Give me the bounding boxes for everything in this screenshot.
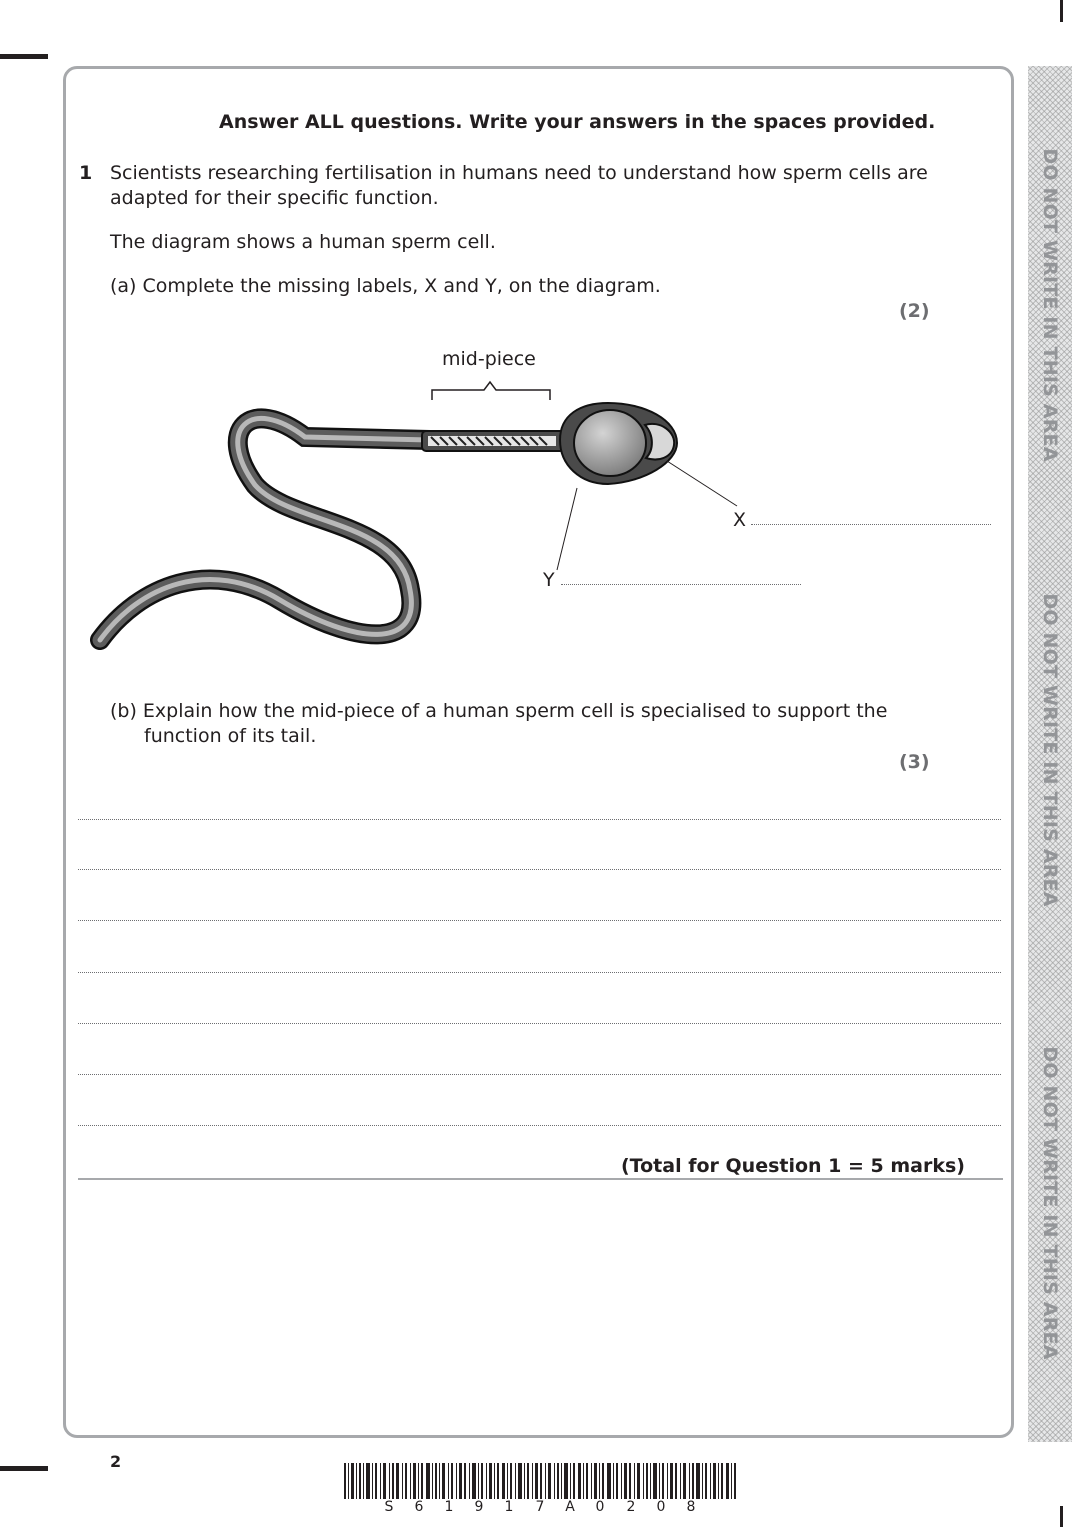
answer-line[interactable] [78,819,1001,820]
barcode [344,1463,736,1499]
barcode-char: 1 [444,1499,454,1515]
registration-mark-top [0,54,48,59]
part-a-text: (a) Complete the missing labels, X and Y, on the diagram. [110,275,661,297]
nucleus [574,410,646,476]
answer-line[interactable] [78,869,1001,870]
answer-frame [63,66,1014,1438]
part-b-marks: (3) [899,751,930,773]
barcode-digits [344,1499,736,1517]
part-b-text-line2: function of its tail. [144,725,317,747]
part-b-text-line1: (b) Explain how the mid-piece of a human sperm cell is specialised to support the [110,700,888,722]
answer-line[interactable] [78,1023,1001,1024]
answer-line[interactable] [78,920,1001,921]
barcode-char: 9 [474,1499,484,1515]
diagram-caption: The diagram shows a human sperm cell. [110,231,496,253]
barcode-char: 0 [595,1499,605,1515]
midpiece [422,431,564,451]
sperm-cell-diagram [80,340,1020,660]
label-x: X [733,509,747,531]
label-y-answer-line[interactable] [561,584,801,585]
label-y-line [557,488,577,570]
question-intro-line1: Scientists researching fertilisation in humans need to understand how sperm cells are [110,162,928,184]
answer-line[interactable] [78,972,1001,973]
sperm-head [560,403,677,484]
part-a-marks: (2) [899,300,930,322]
barcode-char: 0 [656,1499,666,1515]
midpiece-label: mid-piece [442,348,536,370]
barcode-char: S [384,1499,394,1515]
barcode-char: 8 [686,1499,696,1515]
barcode-char: 2 [626,1499,636,1515]
label-y: Y [543,569,555,591]
label-x-answer-line[interactable] [751,524,991,525]
question-number: 1 [79,162,93,184]
total-rule [78,1178,1003,1180]
question-intro-line2: adapted for their specific function. [110,187,439,209]
label-x-line [667,461,737,506]
registration-mark-bottom [0,1466,48,1471]
sperm-tail [100,418,430,640]
barcode-char: 6 [414,1499,424,1515]
answer-line[interactable] [78,1074,1001,1075]
instruction-heading: Answer ALL questions. Write your answers in the spaces provided. [219,111,936,133]
question-total: (Total for Question 1 = 5 marks) [621,1155,965,1177]
barcode-char: A [565,1499,575,1515]
page-number: 2 [110,1452,122,1471]
answer-line[interactable] [78,1125,1001,1126]
barcode-char: 1 [504,1499,514,1515]
barcode-char: 7 [535,1499,545,1515]
corner-mark-top-right [1060,0,1063,22]
midpiece-bracket [432,382,550,400]
corner-mark-bottom-right [1060,1506,1063,1527]
